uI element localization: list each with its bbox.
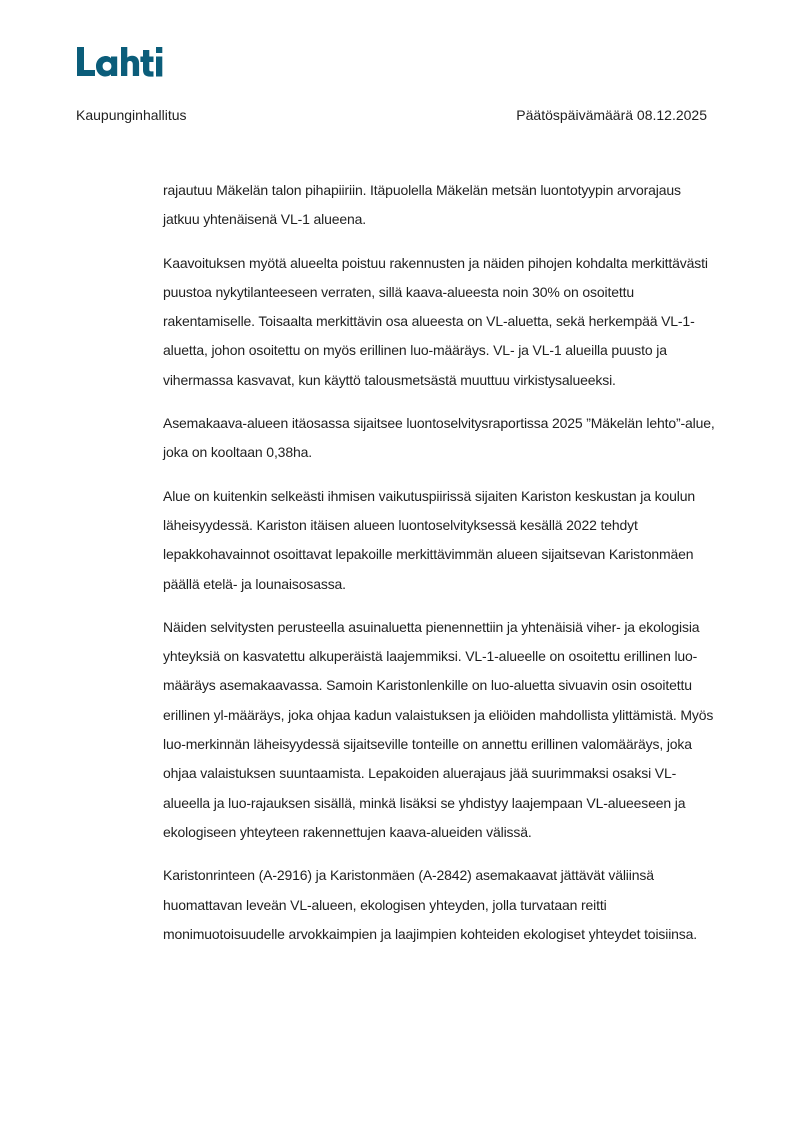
lahti-logo-mark	[75, 44, 167, 82]
paragraph: Alue on kuitenkin selkeästi ihmisen vaikutuspiirissä sijaiten Kariston keskustan ja koulun läheisyydessä. Kariston itäisen alueen luontoselvityksessä kesällä 2022 tehdyt lepakkohavainnot osoittavat lepakoille merkittävimmän alueen sijaitsevan Karistonmäen päällä etelä- ja lounaisosassa.	[163, 487, 696, 592]
paragraph: Näiden selvitysten perusteella asuinaluetta pienennettiin ja yhtenäisiä viher- ja ekologisia yhteyksiä on kasvatettu alkuperäistä laajemmiksi. VL-1-alueelle on osoitettu erillinen luo-määräys asemakaavassa. Samoin Karistonlenkille on luo-aluetta sivuavin osin osoitettu erillinen yl-määräys, joka ohjaa kadun valaistuksen ja eliöiden mahdollista ylittämistä. Myös luo-merkinnän läheisyydessä sijaitseville tonteille on annettu erillinen valomääräys, joka ohjaa valaistuksen suuntaamista. Lepakoiden aluerajaus jää suurimmaksi osaksi VL-alueella ja luo-rajauksen sisällä, minkä lisäksi se yhdistyy laajempaan VL-alueeseen ja ekologiseen yhteyteen rakennettujen kaava-alueiden välissä.	[163, 618, 714, 840]
decision-date: Päätöspäivämäärä 08.12.2025	[516, 107, 707, 123]
organization-name: Kaupunginhallitus	[76, 107, 187, 123]
paragraph: rajautuu Mäkelän talon pihapiiriin. Itäpuolella Mäkelän metsän luontotyypin arvorajaus jatkuu yhtenäisenä VL-1 alueena.	[163, 182, 681, 228]
document-body	[163, 176, 719, 963]
paragraph: Kaavoituksen myötä alueelta poistuu rakennusten ja näiden pihojen kohdalta merkittävästi puustoa nykytilanteeseen verraten, sillä kaava-alueesta noin 30% on osoitettu rakentamiselle. Toisaalta merkittävin osa alueesta on VL-aluetta, sekä herkempää VL-1-aluetta, johon osoitettu on myös erillinen luo-määräys. VL- ja VL-1 alueilla puusto ja vihermassa kasvavat, kun käyttö talousmetsästä muuttuu virkistysalueeksi.	[163, 254, 708, 388]
lahti-logo	[75, 44, 167, 82]
paragraph: Asemakaava-alueen itäosassa sijaitsee luontoselvitysraportissa 2025 ”Mäkelän lehto”-alue, joka on kooltaan 0,38ha.	[163, 415, 715, 461]
paragraph: Karistonrinteen (A-2916) ja Karistonmäen (A-2842) asemakaavat jättävät väliinsä huomattavan leveän VL-alueen, ekologisen yhteyden, jolla turvataan reitti monimuotoisuudelle arvokkaimpien ja laajimpien kohteiden ekologiset yhteydet toisiinsa.	[163, 867, 698, 942]
